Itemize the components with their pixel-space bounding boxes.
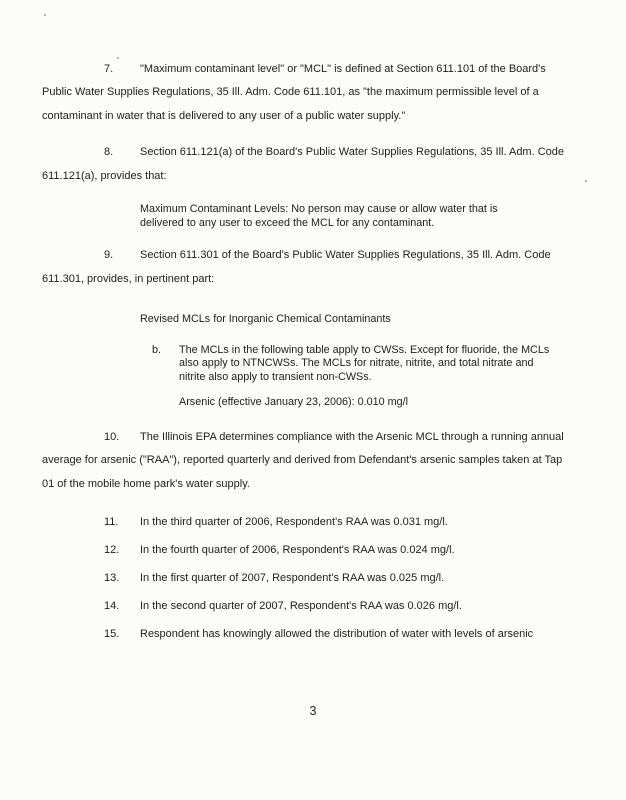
paragraph-text: The Illinois EPA determines compliance with the Arsenic MCL through a running annual average for arsenic ("RAA"), reported quarterly and derived from Defendant's arsenic samples taken at Tap 01 of the mobile home park's water supply. (42, 431, 564, 490)
paragraph-14 (42, 595, 568, 618)
blockquote-mcl-rule: Maximum Contaminant Levels: No person may cause or allow water that is delivered to any user to exceed the MCL for any contaminant. (140, 203, 498, 229)
subitem-text: The MCLs in the following table apply to CWSs. Except for fluoride, the MCLs also apply to NTNCWSs. The MCLs for nitrate, nitrite, and total nitrate and nitrite also apply to transient non-CWSs. (179, 343, 550, 383)
paragraph-number: 9. (104, 249, 114, 262)
paragraph-text: In the second quarter of 2007, Respondent's RAA was 0.026 mg/l. (140, 599, 462, 612)
paragraph-number: 8. (104, 146, 114, 159)
paragraph-12 (42, 539, 568, 562)
scan-artifact (585, 180, 587, 182)
paragraph-text: Respondent has knowingly allowed the distribution of water with levels of arsenic (140, 627, 534, 640)
paragraph-15 (42, 623, 568, 646)
scan-artifact (44, 14, 46, 16)
subitem-label: b. (152, 343, 162, 356)
paragraph-text: In the fourth quarter of 2006, Respondent's RAA was 0.024 mg/l. (140, 544, 455, 557)
paragraph-10 (42, 426, 568, 496)
revised-mcls-heading: Revised MCLs for Inorganic Chemical Contaminants (140, 313, 391, 326)
paragraph-text: Section 611.121(a) of the Board's Public Water Supplies Regulations, 35 Ill. Adm. Code 611.121(a), provides that: (42, 146, 565, 182)
paragraph-8 (42, 141, 568, 188)
paragraph-number: 7. (104, 63, 114, 75)
document-body (42, 58, 568, 646)
paragraph-number: 15. (104, 627, 120, 640)
page-number: 3 (309, 704, 317, 718)
paragraph-9 (42, 244, 568, 291)
paragraph-text: In the third quarter of 2006, Respondent's RAA was 0.031 mg/l. (140, 516, 448, 529)
paragraph-text: "Maximum contaminant level" or "MCL" is defined at Section 611.101 of the Board's Public Water Supplies Regulations, 35 Ill. Adm. Code 611.101, as "the maximum permissible level of a contaminant in water that is delivered to any user of a public water supply." (42, 63, 546, 122)
arsenic-mcl-line: Arsenic (effective January 23, 2006): 0.010 mg/l (179, 396, 409, 409)
paragraph-text: In the first quarter of 2007, Respondent's RAA was 0.025 mg/l. (140, 572, 445, 585)
subitem-b (152, 344, 568, 385)
paragraph-number: 12. (104, 544, 120, 557)
paragraph-11 (42, 511, 568, 534)
paragraph-number: 11. (104, 516, 119, 529)
paragraph-number: 10. (104, 431, 120, 443)
paragraph-number: 13. (104, 572, 120, 585)
paragraph-13 (42, 567, 568, 590)
paragraph-number: 14. (104, 599, 120, 612)
paragraph-7 (42, 58, 568, 128)
paragraph-text: Section 611.301 of the Board's Public Water Supplies Regulations, 35 Ill. Adm. Code 611.301, provides, in pertinent part: (42, 249, 551, 285)
